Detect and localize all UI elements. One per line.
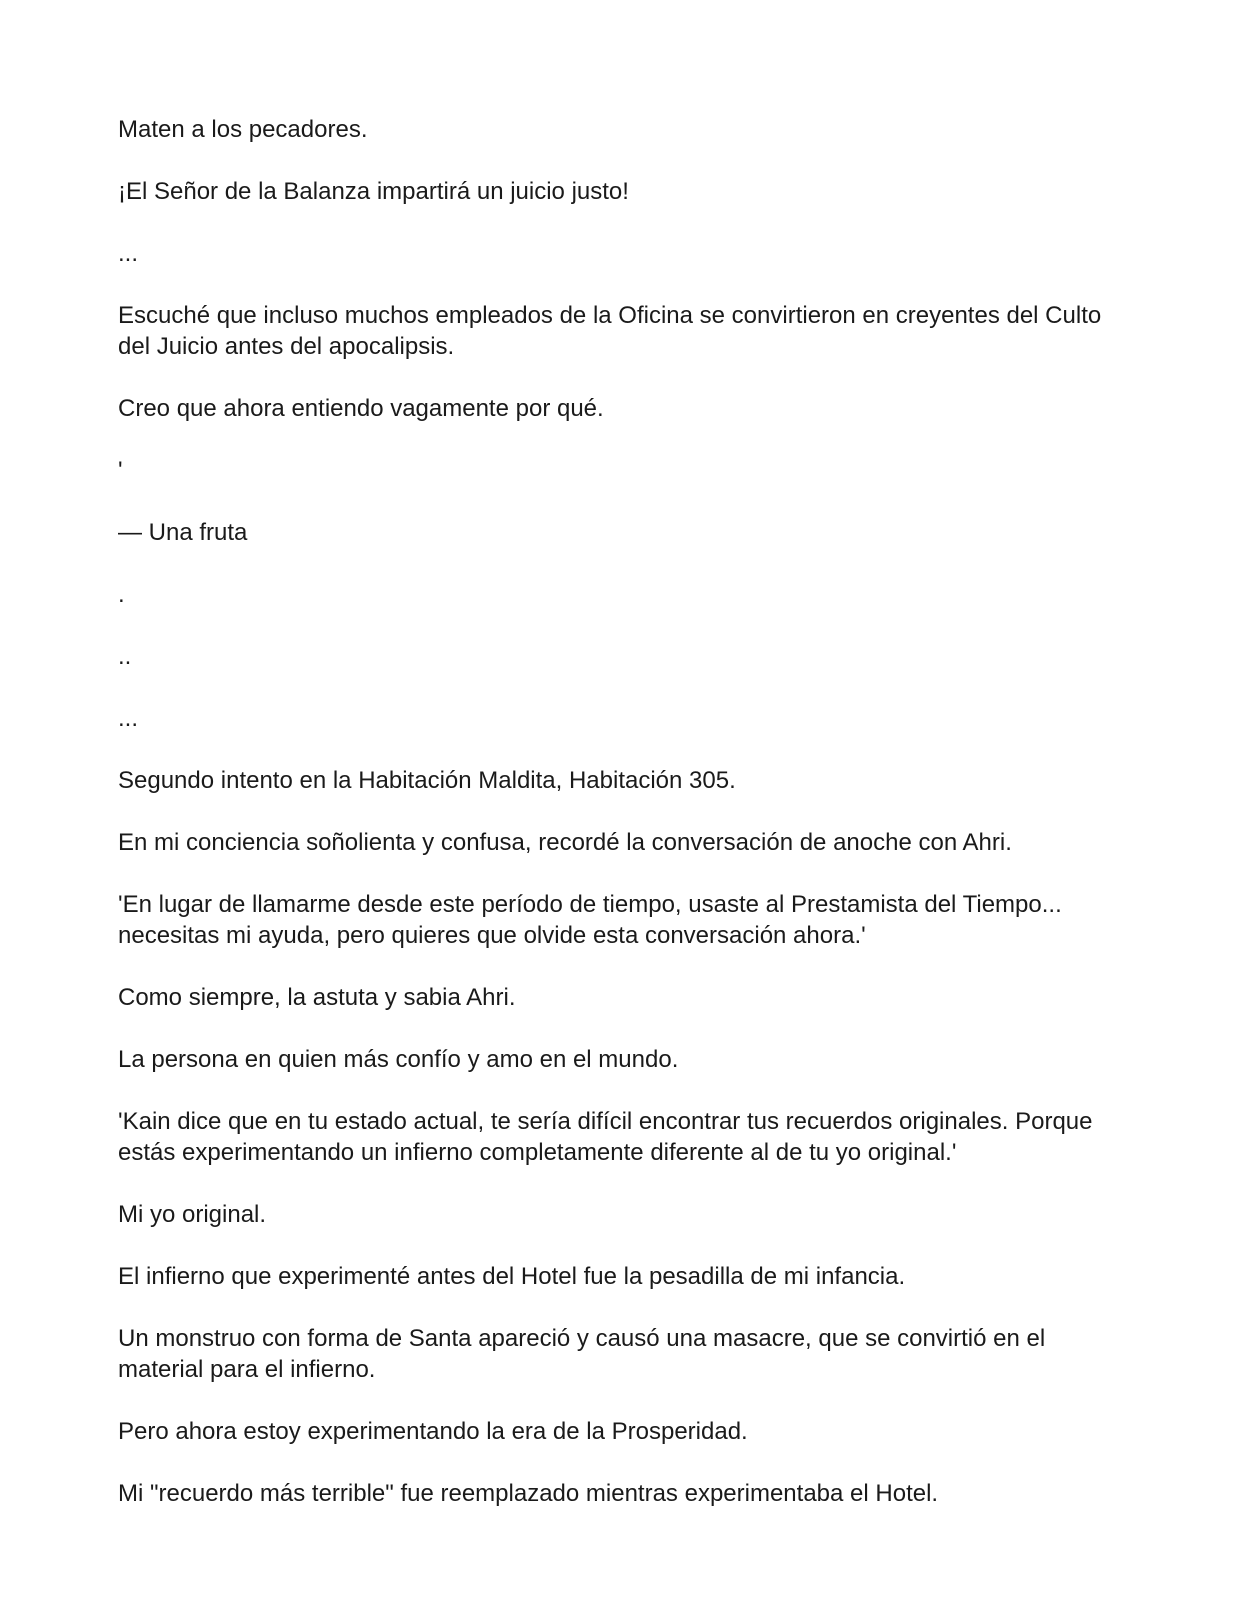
paragraph: Escuché que incluso muchos empleados de la Oficina se convirtieron en creyentes del Culto del Juicio antes del apocalipsis. bbox=[118, 302, 1102, 360]
paragraph: La persona en quien más confío y amo en el mundo. bbox=[118, 1046, 679, 1073]
paragraph: . bbox=[118, 581, 125, 608]
paragraph: Creo que ahora entiendo vagamente por qué. bbox=[118, 395, 604, 422]
paragraph: Mi yo original. bbox=[118, 1201, 267, 1228]
paragraph: 'Kain dice que en tu estado actual, te sería difícil encontrar tus recuerdos originales. Porque estás experimentando un infierno completamente diferente al de tu yo original.' bbox=[118, 1108, 1093, 1166]
paragraph: ¡El Señor de la Balanza impartirá un juicio justo! bbox=[118, 178, 629, 205]
paragraph: ... bbox=[118, 705, 139, 732]
paragraph: — Una fruta bbox=[118, 519, 248, 546]
paragraph: Maten a los pecadores. bbox=[118, 116, 368, 143]
paragraph: Mi "recuerdo más terrible" fue reemplazado mientras experimentaba el Hotel. bbox=[118, 1480, 939, 1507]
paragraph: ' bbox=[118, 457, 123, 484]
paragraph: 'En lugar de llamarme desde este período de tiempo, usaste al Prestamista del Tiempo... necesitas mi ayuda, pero quieres que olvide esta conversación ahora.' bbox=[118, 891, 1062, 949]
paragraph: En mi conciencia soñolienta y confusa, recordé la conversación de anoche con Ahri. bbox=[118, 829, 1012, 856]
document-body bbox=[118, 114, 1128, 1540]
paragraph: .. bbox=[118, 643, 132, 670]
paragraph: El infierno que experimenté antes del Hotel fue la pesadilla de mi infancia. bbox=[118, 1263, 906, 1290]
paragraph: Como siempre, la astuta y sabia Ahri. bbox=[118, 984, 516, 1011]
paragraph: Segundo intento en la Habitación Maldita, Habitación 305. bbox=[118, 767, 736, 794]
paragraph: Un monstruo con forma de Santa apareció y causó una masacre, que se convirtió en el material para el infierno. bbox=[118, 1325, 1046, 1383]
paragraph: ... bbox=[118, 240, 139, 267]
paragraph: Pero ahora estoy experimentando la era de la Prosperidad. bbox=[118, 1418, 748, 1445]
